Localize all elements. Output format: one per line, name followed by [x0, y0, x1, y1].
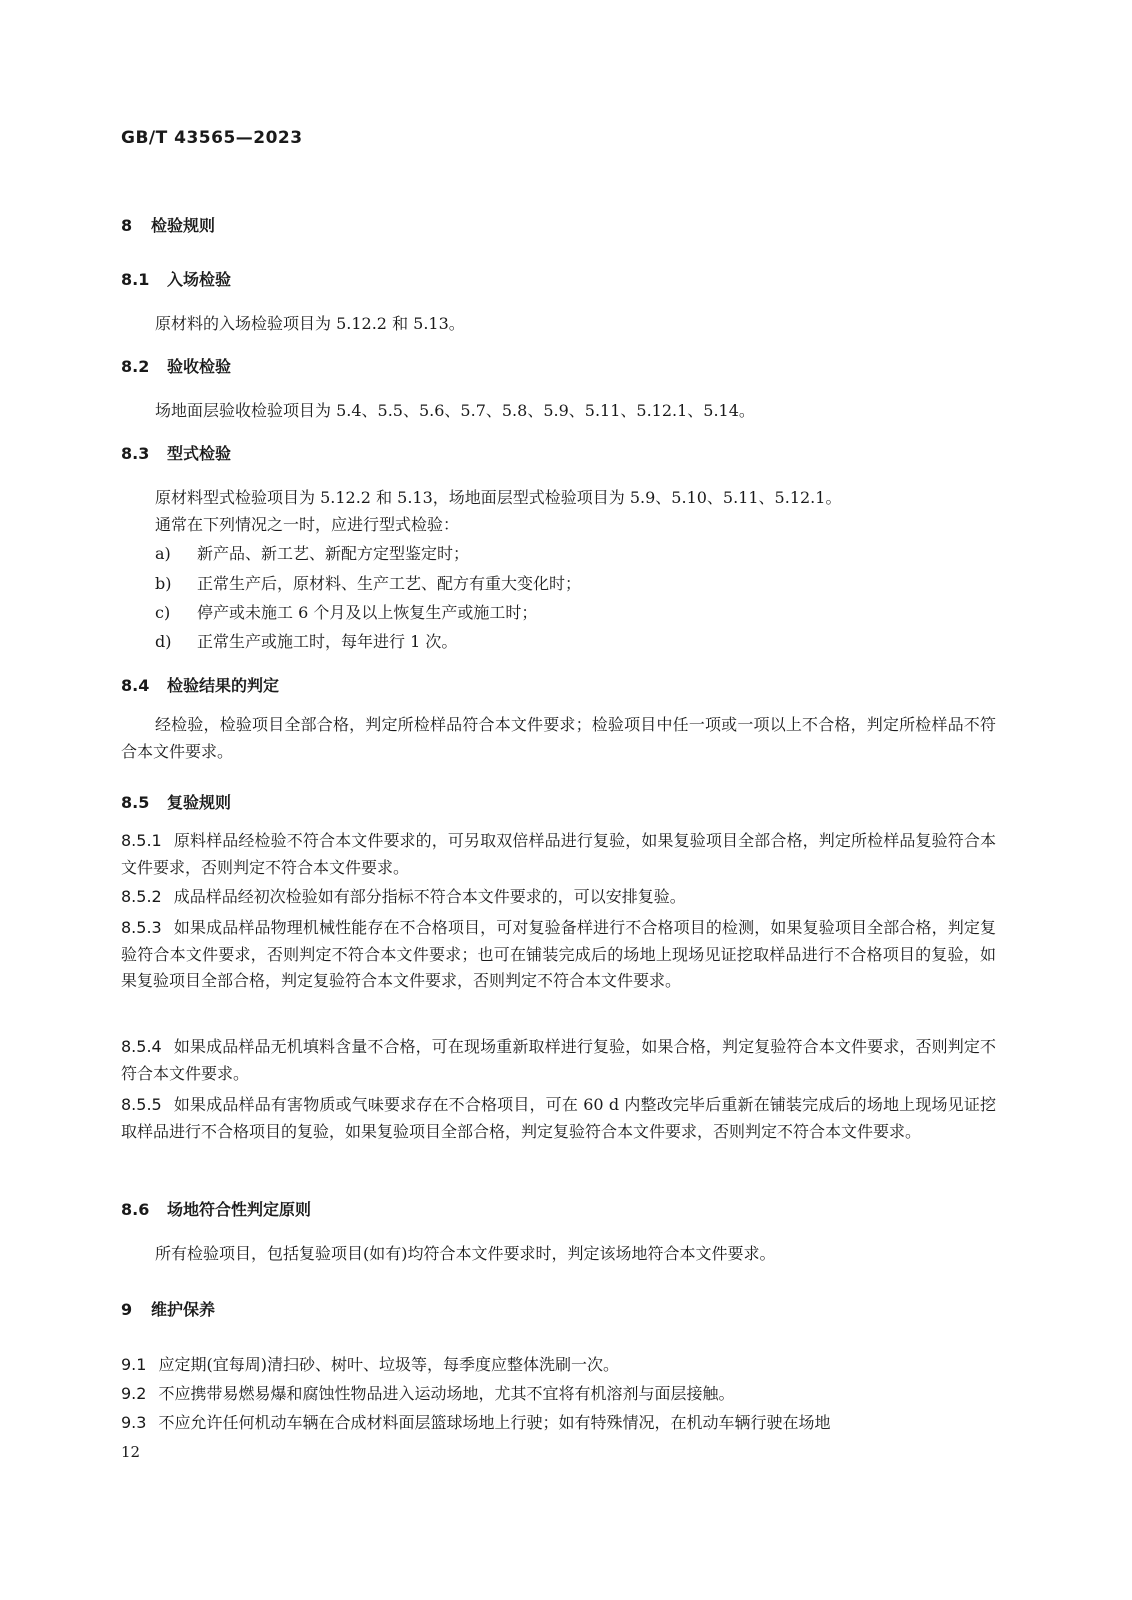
section-title: 入场检验	[167, 270, 232, 289]
clause-8-5-2	[121, 884, 996, 911]
document-code: GB/T 43565—2023	[121, 128, 303, 148]
list-item	[155, 629, 457, 652]
section-title: 检验规则	[151, 216, 216, 235]
section-number: 8.4	[121, 676, 150, 695]
clause-9-1	[121, 1352, 996, 1379]
clause-number: 9.3	[121, 1413, 147, 1432]
clause-9-2	[121, 1381, 996, 1408]
section-8-3-text-2: 通常在下列情况之一时，应进行型式检验：	[155, 515, 460, 534]
section-8-3-text-1: 原材料型式检验项目为 5.12.2 和 5.13，场地面层型式检验项目为 5.9、5.10、5.11、5.12.1。	[155, 488, 842, 507]
section-number: 8.6	[121, 1200, 150, 1219]
list-label: c)	[155, 603, 171, 622]
section-9-heading	[121, 1297, 215, 1320]
section-number: 9	[121, 1300, 133, 1319]
section-title: 检验结果的判定	[167, 676, 280, 695]
section-title: 维护保养	[151, 1300, 216, 1319]
clause-number: 9.2	[121, 1384, 147, 1403]
clause-number: 8.5.5	[121, 1095, 162, 1114]
clause-text: 不应允许任何机动车辆在合成材料面层篮球场地上行驶；如有特殊情况，在机动车辆行驶在场地	[158, 1413, 831, 1432]
clause-number: 9.1	[121, 1355, 147, 1374]
page-number: 12	[121, 1443, 141, 1461]
clause-8-5-3	[121, 915, 996, 995]
section-8-2-heading	[121, 354, 231, 377]
clause-text: 原料样品经检验不符合本文件要求的，可另取双倍样品进行复验，如果复验项目全部合格，判定所检样品复验符合本文件要求，否则判定不符合本文件要求。	[121, 831, 996, 877]
clause-text: 如果成品样品无机填料含量不合格，可在现场重新取样进行复验，如果合格，判定复验符合本文件要求，否则判定不符合本文件要求。	[121, 1037, 996, 1083]
clause-8-5-5	[121, 1092, 996, 1145]
list-item	[155, 541, 469, 564]
clause-number: 8.5.1	[121, 831, 162, 850]
section-8-2-text: 场地面层验收检验项目为 5.4、5.5、5.6、5.7、5.8、5.9、5.11、5.12.1、5.14。	[155, 401, 755, 420]
section-8-3-heading	[121, 441, 231, 464]
clause-text: 不应携带易燃易爆和腐蚀性物品进入运动场地，尤其不宜将有机溶剂与面层接触。	[158, 1384, 735, 1403]
list-text: 新产品、新工艺、新配方定型鉴定时；	[197, 544, 470, 563]
list-item	[155, 571, 581, 594]
list-text: 正常生产后，原材料、生产工艺、配方有重大变化时；	[197, 574, 582, 593]
clause-9-3	[121, 1410, 996, 1437]
list-label: d)	[155, 632, 172, 651]
list-text: 停产或未施工 6 个月及以上恢复生产或施工时；	[197, 603, 538, 622]
section-title: 型式检验	[167, 444, 232, 463]
list-label: a)	[155, 544, 171, 563]
clause-8-5-1	[121, 828, 996, 881]
section-number: 8	[121, 216, 133, 235]
section-title: 验收检验	[167, 357, 232, 376]
section-number: 8.3	[121, 444, 150, 463]
section-title: 场地符合性判定原则	[167, 1200, 312, 1219]
clause-number: 8.5.2	[121, 887, 162, 906]
section-8-6-heading	[121, 1197, 311, 1220]
list-label: b)	[155, 574, 172, 593]
clause-text: 如果成品样品有害物质或气味要求存在不合格项目，可在 60 d 内整改完毕后重新在铺装完成后的场地上现场见证挖取样品进行不合格项目的复验，如果复验项目全部合格，判定复验符合本文件要求，否则判定不符合本文件要求。	[121, 1095, 996, 1141]
clause-text: 成品样品经初次检验如有部分指标不符合本文件要求的，可以安排复验。	[173, 887, 686, 906]
clause-text: 如果成品样品物理机械性能存在不合格项目，可对复验备样进行不合格项目的检测，如果复验项目全部合格，判定复验符合本文件要求，否则判定不符合本文件要求；也可在铺装完成后的场地上现场见证挖取样品进行不合格项目的复验，如果复验项目全部合格，判定复验符合本文件要求，否则判定不符合本文件要求。	[121, 918, 996, 990]
section-title: 复验规则	[167, 793, 232, 812]
clause-text: 应定期(宜每周)清扫砂、树叶、垃圾等，每季度应整体洗刷一次。	[158, 1355, 619, 1374]
section-number: 8.1	[121, 270, 150, 289]
section-8-1-text: 原材料的入场检验项目为 5.12.2 和 5.13。	[155, 314, 465, 333]
section-8-heading	[121, 213, 215, 236]
list-text: 正常生产或施工时，每年进行 1 次。	[197, 632, 458, 651]
clause-number: 8.5.3	[121, 918, 162, 937]
section-number: 8.5	[121, 793, 150, 812]
section-8-4-text: 经检验，检验项目全部合格，判定所检样品符合本文件要求；检验项目中任一项或一项以上不合格，判定所检样品不符合本文件要求。	[121, 715, 996, 761]
list-item	[155, 600, 537, 623]
section-number: 8.2	[121, 357, 150, 376]
section-8-5-heading	[121, 790, 231, 813]
clause-8-5-4	[121, 1034, 996, 1087]
clause-number: 8.5.4	[121, 1037, 162, 1056]
section-8-4-heading	[121, 673, 279, 696]
section-8-6-text: 所有检验项目，包括复验项目(如有)均符合本文件要求时，判定该场地符合本文件要求。	[155, 1244, 776, 1263]
section-8-1-heading	[121, 267, 231, 290]
